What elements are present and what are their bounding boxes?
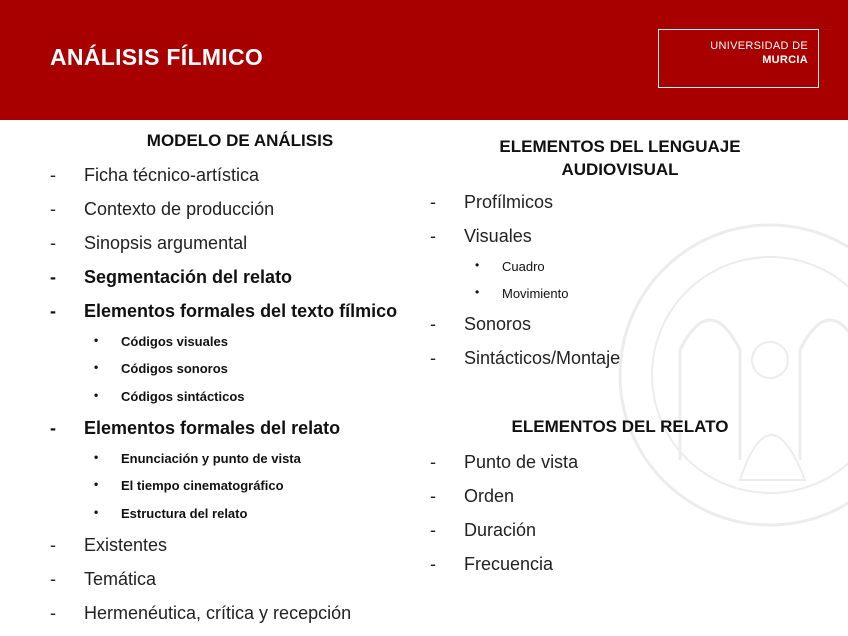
- dash-marker: -: [430, 554, 436, 574]
- dash-marker: -: [430, 314, 436, 334]
- dash-marker: -: [430, 452, 436, 472]
- item-label: Temática: [84, 569, 157, 589]
- logo-line-2: MURCIA: [762, 54, 808, 66]
- item-label: Contexto de producción: [84, 199, 275, 219]
- list-item: [430, 314, 532, 335]
- dash-marker: -: [50, 267, 56, 287]
- list-item: [50, 267, 293, 288]
- sub-item-label: Cuadro: [502, 259, 545, 274]
- bullet-marker: •: [475, 258, 480, 272]
- item-label: Hermenéutica, crítica y recepción: [84, 603, 352, 623]
- sub-item-label: Movimiento: [502, 286, 569, 301]
- right-heading-relato: ELEMENTOS DEL RELATO: [511, 417, 729, 436]
- list-item: [430, 192, 554, 213]
- sub-item: [475, 285, 569, 301]
- bullet-marker: •: [94, 388, 99, 402]
- bullet-marker: •: [94, 360, 99, 374]
- right-heading-lenguaje: [470, 135, 770, 181]
- item-label: Elementos formales del relato: [84, 418, 341, 438]
- dash-marker: -: [50, 233, 56, 253]
- list-item: [50, 301, 398, 322]
- dash-marker: -: [50, 165, 56, 185]
- dash-marker: -: [50, 603, 56, 623]
- list-item: [50, 603, 352, 624]
- item-label: Existentes: [84, 535, 168, 555]
- dash-marker: -: [430, 520, 436, 540]
- list-item: [430, 520, 537, 541]
- dash-marker: -: [430, 348, 436, 368]
- dash-marker: -: [50, 569, 56, 589]
- bullet-marker: •: [475, 285, 480, 299]
- dash-marker: -: [50, 199, 56, 219]
- heading-line: AUDIOVISUAL: [561, 160, 679, 179]
- item-label: Sonoros: [464, 314, 532, 334]
- sub-item: [475, 258, 545, 274]
- bullet-marker: •: [94, 450, 99, 464]
- list-item: [50, 165, 260, 186]
- bullet-marker: •: [94, 505, 99, 519]
- dash-marker: -: [50, 301, 56, 321]
- item-label: Punto de vista: [464, 452, 579, 472]
- title-bar: [0, 0, 848, 120]
- list-item: [430, 226, 532, 247]
- list-item: [50, 233, 248, 254]
- dash-marker: -: [430, 192, 436, 212]
- sub-item-label: Estructura del relato: [121, 506, 248, 521]
- university-logo: [658, 29, 819, 88]
- list-item: [430, 348, 621, 369]
- dash-marker: -: [50, 535, 56, 555]
- dash-marker: -: [430, 226, 436, 246]
- list-item: [430, 452, 579, 473]
- dash-marker: -: [50, 418, 56, 438]
- heading-line: ELEMENTOS DEL LENGUAJE: [499, 137, 741, 156]
- item-label: Duración: [464, 520, 537, 540]
- bullet-marker: •: [94, 477, 99, 491]
- sub-item: [94, 505, 248, 521]
- item-label: Ficha técnico-artística: [84, 165, 260, 185]
- left-heading: MODELO DE ANÁLISIS: [146, 131, 334, 150]
- item-label: Orden: [464, 486, 515, 506]
- sub-item-label: El tiempo cinematográfico: [121, 478, 284, 493]
- sub-item-label: Códigos sintácticos: [121, 389, 245, 404]
- item-label: Sintácticos/Montaje: [464, 348, 621, 368]
- list-item: [430, 486, 515, 507]
- sub-item-label: Códigos visuales: [121, 334, 228, 349]
- slide-title: ANÁLISIS FÍLMICO: [50, 44, 264, 70]
- university-seal-watermark: [610, 210, 848, 550]
- logo-line-1: UNIVERSIDAD DE: [710, 40, 808, 52]
- item-label: Sinopsis argumental: [84, 233, 248, 253]
- item-label: Frecuencia: [464, 554, 554, 574]
- list-item: [50, 199, 275, 220]
- item-label: Profílmicos: [464, 192, 554, 212]
- sub-item: [94, 333, 228, 349]
- item-label: Segmentación del relato: [84, 267, 293, 287]
- item-label: Visuales: [464, 226, 532, 246]
- bullet-marker: •: [94, 333, 99, 347]
- sub-item: [94, 450, 301, 466]
- sub-item-label: Enunciación y punto de vista: [121, 451, 301, 466]
- sub-item-label: Códigos sonoros: [121, 361, 228, 376]
- item-label: Elementos formales del texto fílmico: [84, 301, 398, 321]
- sub-item: [94, 477, 284, 493]
- dash-marker: -: [430, 486, 436, 506]
- sub-item: [94, 388, 245, 404]
- list-item: [50, 569, 157, 590]
- list-item: [50, 418, 341, 439]
- list-item: [430, 554, 554, 575]
- sub-item: [94, 360, 228, 376]
- list-item: [50, 535, 168, 556]
